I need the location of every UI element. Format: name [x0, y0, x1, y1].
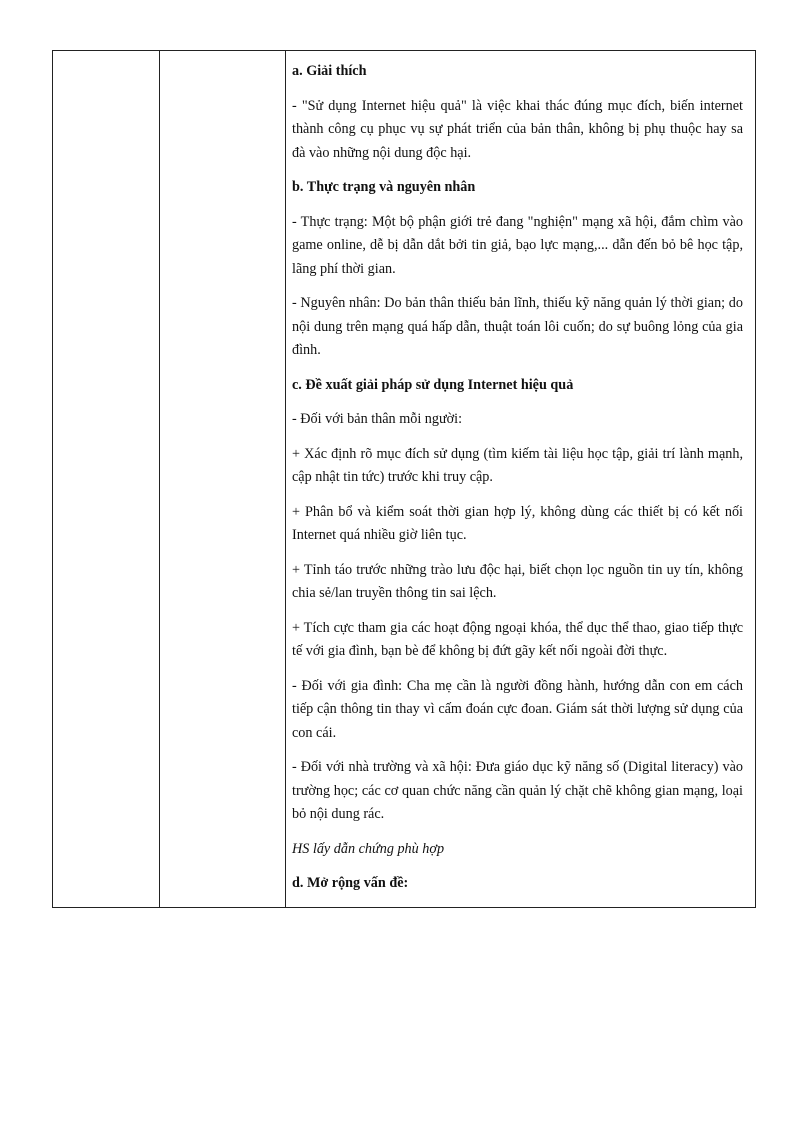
section-heading-a: a. Giải thích — [292, 63, 367, 79]
table-cell-content — [286, 51, 756, 908]
paragraph-solution-2: + Phân bổ và kiểm soát thời gian hợp lý, không dùng các thiết bị có kết nối Internet quá nhiều giờ liên tục. — [292, 503, 743, 543]
table-row — [53, 51, 756, 908]
paragraph-current-state: - Thực trạng: Một bộ phận giới trẻ đang "nghiện" mạng xã hội, đắm chìm vào game online, dễ bị dẫn dắt bởi tin giả, bạo lực mạng,... dẫn đến bỏ bê học tập, lãng phí thời gian. — [292, 213, 743, 277]
paragraph-self-intro: - Đối với bản thân mỗi người: — [292, 411, 463, 427]
table-cell-empty-2 — [160, 51, 286, 908]
paragraph-evidence-note: HS lấy dẫn chứng phù hợp — [292, 840, 445, 857]
table-cell-empty-1 — [53, 51, 160, 908]
paragraph-solution-3: + Tỉnh táo trước những trào lưu độc hại, biết chọn lọc nguồn tin uy tín, không chia sẻ/lan truyền thông tin sai lệch. — [292, 561, 743, 601]
cell-content — [286, 51, 755, 896]
section-heading-d: d. Mở rộng vấn đề: — [292, 875, 409, 891]
paragraph-causes: - Nguyên nhân: Do bản thân thiếu bản lĩnh, thiếu kỹ năng quản lý thời gian; do nội dung trên mạng quá hấp dẫn, thuật toán lôi cuốn; do sự buông lỏng của gia đình. — [292, 295, 743, 358]
paragraph-solution-4: + Tích cực tham gia các hoạt động ngoại khóa, thể dục thể thao, giao tiếp thực tế với gia đình, bạn bè để không bị đứt gãy kết nối ngoài đời thực. — [292, 619, 743, 659]
paragraph-definition: - "Sử dụng Internet hiệu quả" là việc khai thác đúng mục đích, biến internet thành công cụ phục vụ sự phát triển của bản thân, không bị phụ thuộc hay sa đà vào những nội dung độc hại. — [292, 97, 743, 161]
paragraph-family: - Đối với gia đình: Cha mẹ cần là người đồng hành, hướng dẫn con em cách tiếp cận thông tin thay vì cấm đoán cực đoan. Giám sát thời lượng sử dụng của con cái. — [292, 677, 743, 741]
section-heading-b: b. Thực trạng và nguyên nhân — [292, 179, 476, 195]
paragraph-solution-1: + Xác định rõ mục đích sử dụng (tìm kiếm tài liệu học tập, giải trí lành mạnh, cập nhật tin tức) trước khi truy cập. — [292, 445, 743, 485]
paragraph-school-society: - Đối với nhà trường và xã hội: Đưa giáo dục kỹ năng số (Digital literacy) vào trường học; các cơ quan chức năng cần quản lý chặt chẽ không gian mạng, loại bỏ nội dung rác. — [292, 759, 743, 822]
section-heading-c: c. Đề xuất giải pháp sử dụng Internet hiệu quả — [292, 376, 574, 393]
document-table — [52, 50, 756, 908]
